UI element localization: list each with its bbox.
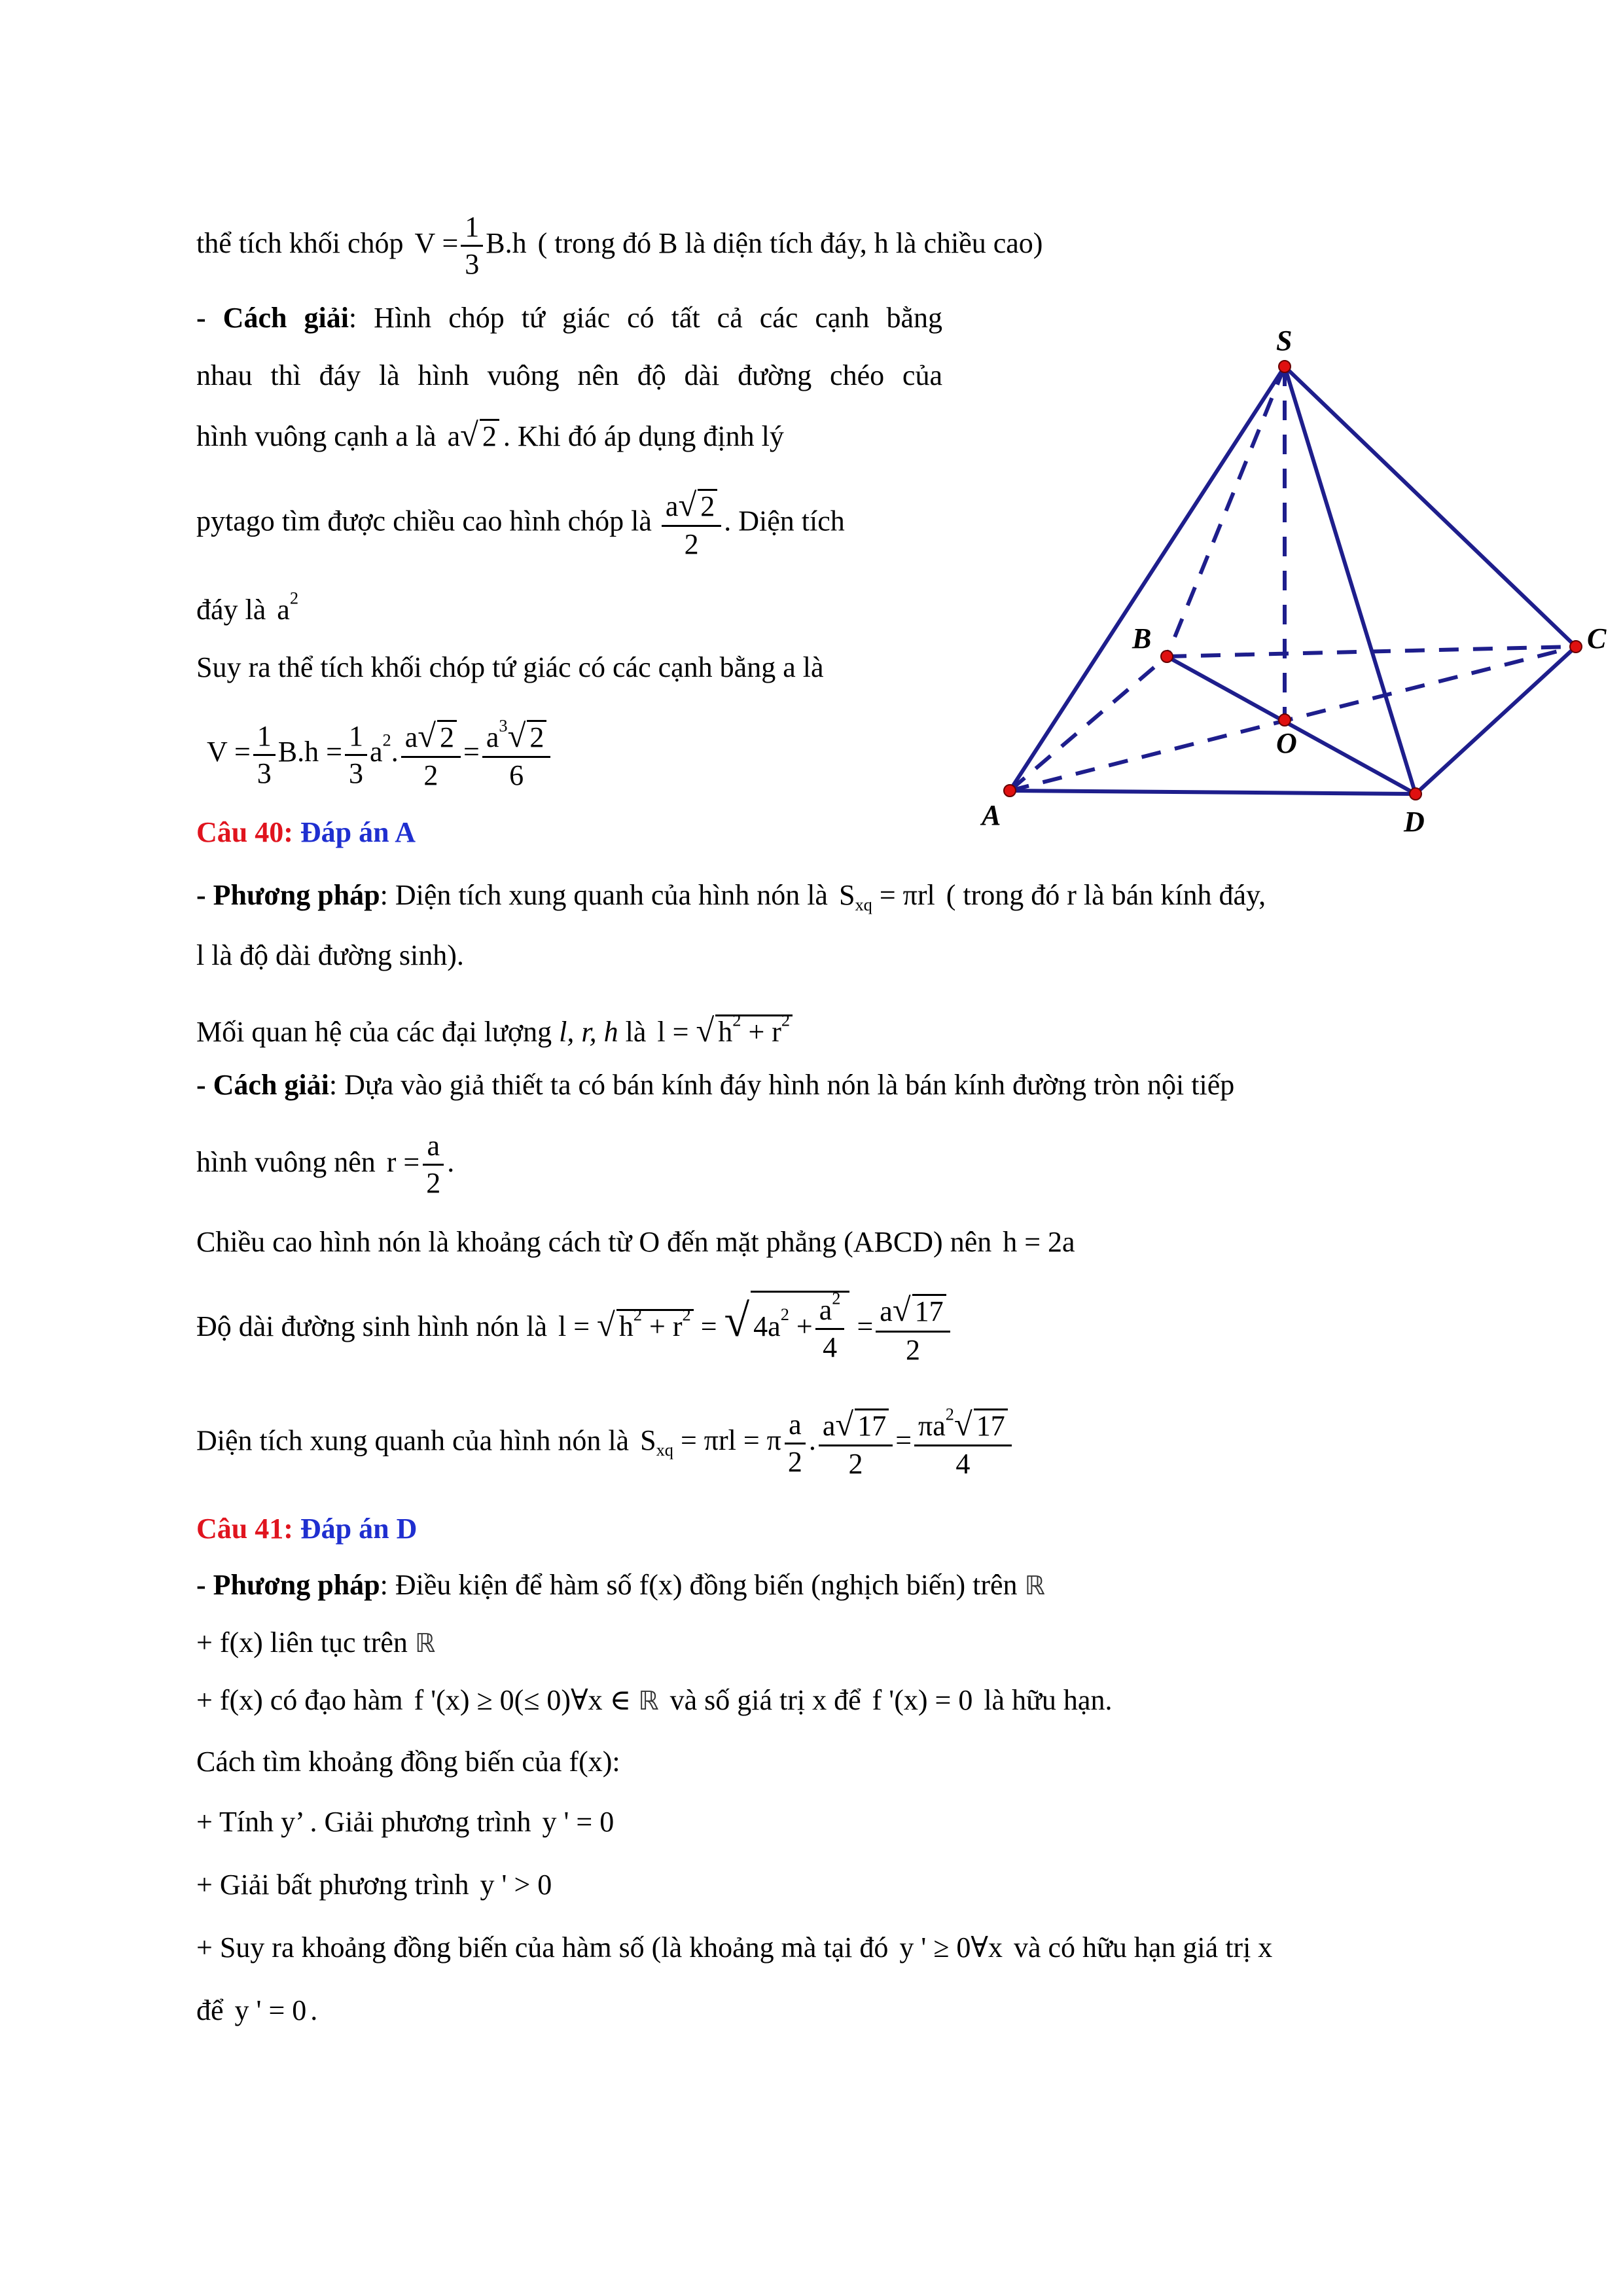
label-A: A bbox=[982, 799, 1001, 831]
line-q41-method: - Phương pháp: Điều kiện để hàm số f(x) đồng biến (nghịch biến) trên ℝ bbox=[196, 1569, 1045, 1601]
line-q40-area: Diện tích xung quanh của hình nón là $S_{xq} = \pi rl = \pi$ $\frac{a}{2}$ . $\frac{a√ 17}{2}$ = $\frac{\pi a^2√ 17}{4}$ bbox=[196, 1407, 1018, 1480]
line-base-area: đáy là $a^2$ bbox=[196, 588, 299, 626]
line-solution-3: hình vuông cạnh a là a√ 2 . Khi đó áp dụng định lý bbox=[196, 416, 784, 453]
label-D: D bbox=[1404, 806, 1425, 838]
point-O bbox=[1279, 714, 1291, 726]
line-q41-derivative: + f(x) có đạo hàm f '(x) ≥ 0(≤ 0)∀x ∈ ℝ và số giá trị x để f '(x) = 0 là hữu hạn. bbox=[196, 1684, 1113, 1716]
point-D bbox=[1410, 788, 1421, 800]
line-q40-radius: hình vuông nên r = $\frac{a}{2}$ . bbox=[196, 1130, 455, 1200]
label-C: C bbox=[1587, 622, 1607, 655]
line-q40-relation: Mối quan hệ của các đại lượng l, r, h là l = √ $h^2 + r^2$ bbox=[196, 1012, 796, 1050]
line-q40-method: - Phương pháp: Diện tích xung quanh của hình nón là $S_{xq} = \pi rl$ ( trong đó r là bán kính đáy, bbox=[196, 879, 1266, 915]
point-B bbox=[1161, 651, 1173, 662]
line-q41-step2: + Giải bất phương trình y ' > 0 bbox=[196, 1869, 552, 1901]
edge-AD bbox=[1010, 791, 1416, 794]
line-solution-4: pytago tìm được chiều cao hình chóp là $\frac{a√ 2}{2}$ . Diện tích bbox=[196, 486, 845, 561]
line-volume-result: V = $\frac{1}{3}$ B.h = $\frac{1}{3}$ $a^2$. $\frac{a√ 2}{2}$ = $\frac{a^3√ 2}{6}$ bbox=[203, 719, 557, 791]
line-q40-solution: - Cách giải: Dựa vào giả thiết ta có bán kính đáy hình nón là bán kính đường tròn nội tiếp bbox=[196, 1069, 1235, 1101]
line-solution-1: - Cách giải: Hình chóp tứ giác có tất cả các cạnh bằng bbox=[196, 302, 942, 334]
line-q41-step3: + Suy ra khoảng đồng biến của hàm số (là khoảng mà tại đó y ' ≥ 0∀x và có hữu hạn giá trị x bbox=[196, 1931, 1273, 1964]
point-S bbox=[1279, 361, 1291, 372]
line-q41-howto: Cách tìm khoảng đồng biến của f(x): bbox=[196, 1746, 620, 1778]
line-solution-2: nhau thì đáy là hình vuông nên độ dài đường chéo của bbox=[196, 359, 942, 391]
question-40-heading: Câu 40: Đáp án A bbox=[196, 816, 416, 848]
edge-SB bbox=[1167, 367, 1285, 656]
label-B: B bbox=[1132, 622, 1152, 655]
line-q41-step3-end: để y ' = 0 . bbox=[196, 1994, 318, 2026]
edge-DC bbox=[1416, 647, 1576, 794]
edge-SA bbox=[1010, 367, 1285, 791]
question-41-heading: Câu 41: Đáp án D bbox=[196, 1513, 418, 1545]
label-S: S bbox=[1276, 325, 1293, 357]
line-q40-slant: Độ dài đường sinh hình nón là l = √ $h^2 + r^2$ = √ $4a^2$ + $\frac{a^2}{4}$ = $\frac{a√ 17}{2}$ bbox=[196, 1291, 957, 1365]
line-q40-generatrix: l là độ dài đường sinh). bbox=[196, 939, 464, 971]
line-q40-height: Chiều cao hình nón là khoảng cách từ O đến mặt phẳng (ABCD) nên h = 2a bbox=[196, 1226, 1075, 1258]
point-C bbox=[1570, 641, 1582, 653]
line-volume-formula: thể tích khối chóp V = $\frac{1}{3}$ B.h ( trong đó B là diện tích đáy, h là chiều cao) bbox=[196, 211, 1043, 281]
line-q41-continuous: + f(x) liên tục trên ℝ bbox=[196, 1626, 436, 1659]
line-q41-step1: + Tính y’ . Giải phương trình y ' = 0 bbox=[196, 1806, 615, 1838]
label-O: O bbox=[1276, 727, 1297, 759]
point-A bbox=[1004, 785, 1016, 797]
line-conclusion: Suy ra thể tích khối chóp tứ giác có các cạnh bằng a là bbox=[196, 651, 824, 683]
pyramid-figure bbox=[969, 314, 1607, 838]
